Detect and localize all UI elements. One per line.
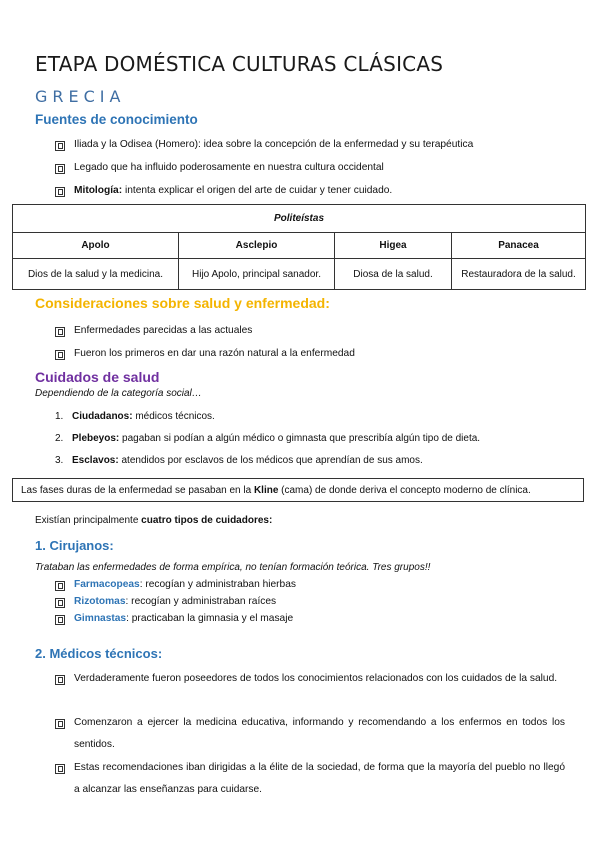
square-bullet-icon [55, 581, 65, 591]
list-item: Gimnastas: practicaban la gimnasia y el masaje [55, 613, 293, 625]
medicos-heading: 2. Médicos técnicos: [35, 646, 163, 661]
page-subtitle: GRECIA [35, 87, 126, 106]
cuidados-note: Dependiendo de la categoría social… [35, 388, 202, 399]
table-header: Apolo [13, 233, 179, 259]
list-item: Enfermedades parecidas a las actuales [55, 325, 252, 337]
page-title: ETAPA DOMÉSTICA CULTURAS CLÁSICAS [35, 52, 444, 76]
square-bullet-icon [55, 141, 65, 151]
list-item: Mitología: intenta explicar el origen del arte de cuidar y tener cuidado. [55, 185, 392, 197]
square-bullet-icon [55, 598, 65, 608]
kline-callout-box: Las fases duras de la enfermedad se pasaban en la Kline (cama) de donde deriva el concepto moderno de clínica. [12, 478, 584, 502]
table-header: Higea [335, 233, 452, 259]
square-bullet-icon [55, 327, 65, 337]
cirujanos-note: Trataban las enfermedades de forma empírica, no tenían formación teórica. Tres grupos!! [35, 562, 431, 573]
list-item: Verdaderamente fueron poseedores de todos los conocimientos relacionados con los cuidados de la salud. [55, 668, 565, 690]
cuidadores-intro: Existían principalmente cuatro tipos de cuidadores: [35, 515, 273, 526]
cuidados-heading: Cuidados de salud [35, 369, 160, 385]
list-item: Iliada y la Odisea (Homero): idea sobre la concepción de la enfermedad y su terapéutica [55, 139, 473, 151]
table-cell: Diosa de la salud. [335, 259, 452, 290]
square-bullet-icon [55, 764, 65, 774]
square-bullet-icon [55, 719, 65, 729]
fuentes-heading: Fuentes de conocimiento [35, 112, 198, 127]
square-bullet-icon [55, 615, 65, 625]
square-bullet-icon [55, 164, 65, 174]
consideraciones-heading: Consideraciones sobre salud y enfermedad: [35, 295, 330, 311]
list-item: Rizotomas: recogían y administraban raíces [55, 596, 276, 608]
cirujanos-heading: 1. Cirujanos: [35, 538, 114, 553]
table-cell: Hijo Apolo, principal sanador. [179, 259, 335, 290]
list-item: Fueron los primeros en dar una razón natural a la enfermedad [55, 348, 355, 360]
numbered-item: 3. Esclavos: atendidos por esclavos de los médicos que aprendían de sus amos. [55, 455, 423, 466]
list-item: Estas recomendaciones iban dirigidas a la élite de la sociedad, de forma que la mayoría del pueblo no llegó a alcanzar las enseñanzas para cuidarse. [55, 757, 565, 801]
table-header: Asclepio [179, 233, 335, 259]
square-bullet-icon [55, 675, 65, 685]
square-bullet-icon [55, 187, 65, 197]
list-item: Legado que ha influido poderosamente en nuestra cultura occidental [55, 162, 384, 174]
table-header: Panacea [452, 233, 586, 259]
square-bullet-icon [55, 350, 65, 360]
table-cell: Restauradora de la salud. [452, 259, 586, 290]
gods-table [12, 204, 586, 290]
table-cell: Dios de la salud y la medicina. [13, 259, 179, 290]
list-item: Comenzaron a ejercer la medicina educativa, informando y recomendando a los enfermos en todos los sentidos. [55, 712, 565, 756]
numbered-item: 2. Plebeyos: pagaban si podían a algún médico o gimnasta que prescribía algún tipo de dieta. [55, 433, 481, 444]
table-caption: Politeístas [13, 205, 586, 233]
list-item: Farmacopeas: recogían y administraban hierbas [55, 579, 296, 591]
numbered-item: 1. Ciudadanos: médicos técnicos. [55, 411, 215, 422]
